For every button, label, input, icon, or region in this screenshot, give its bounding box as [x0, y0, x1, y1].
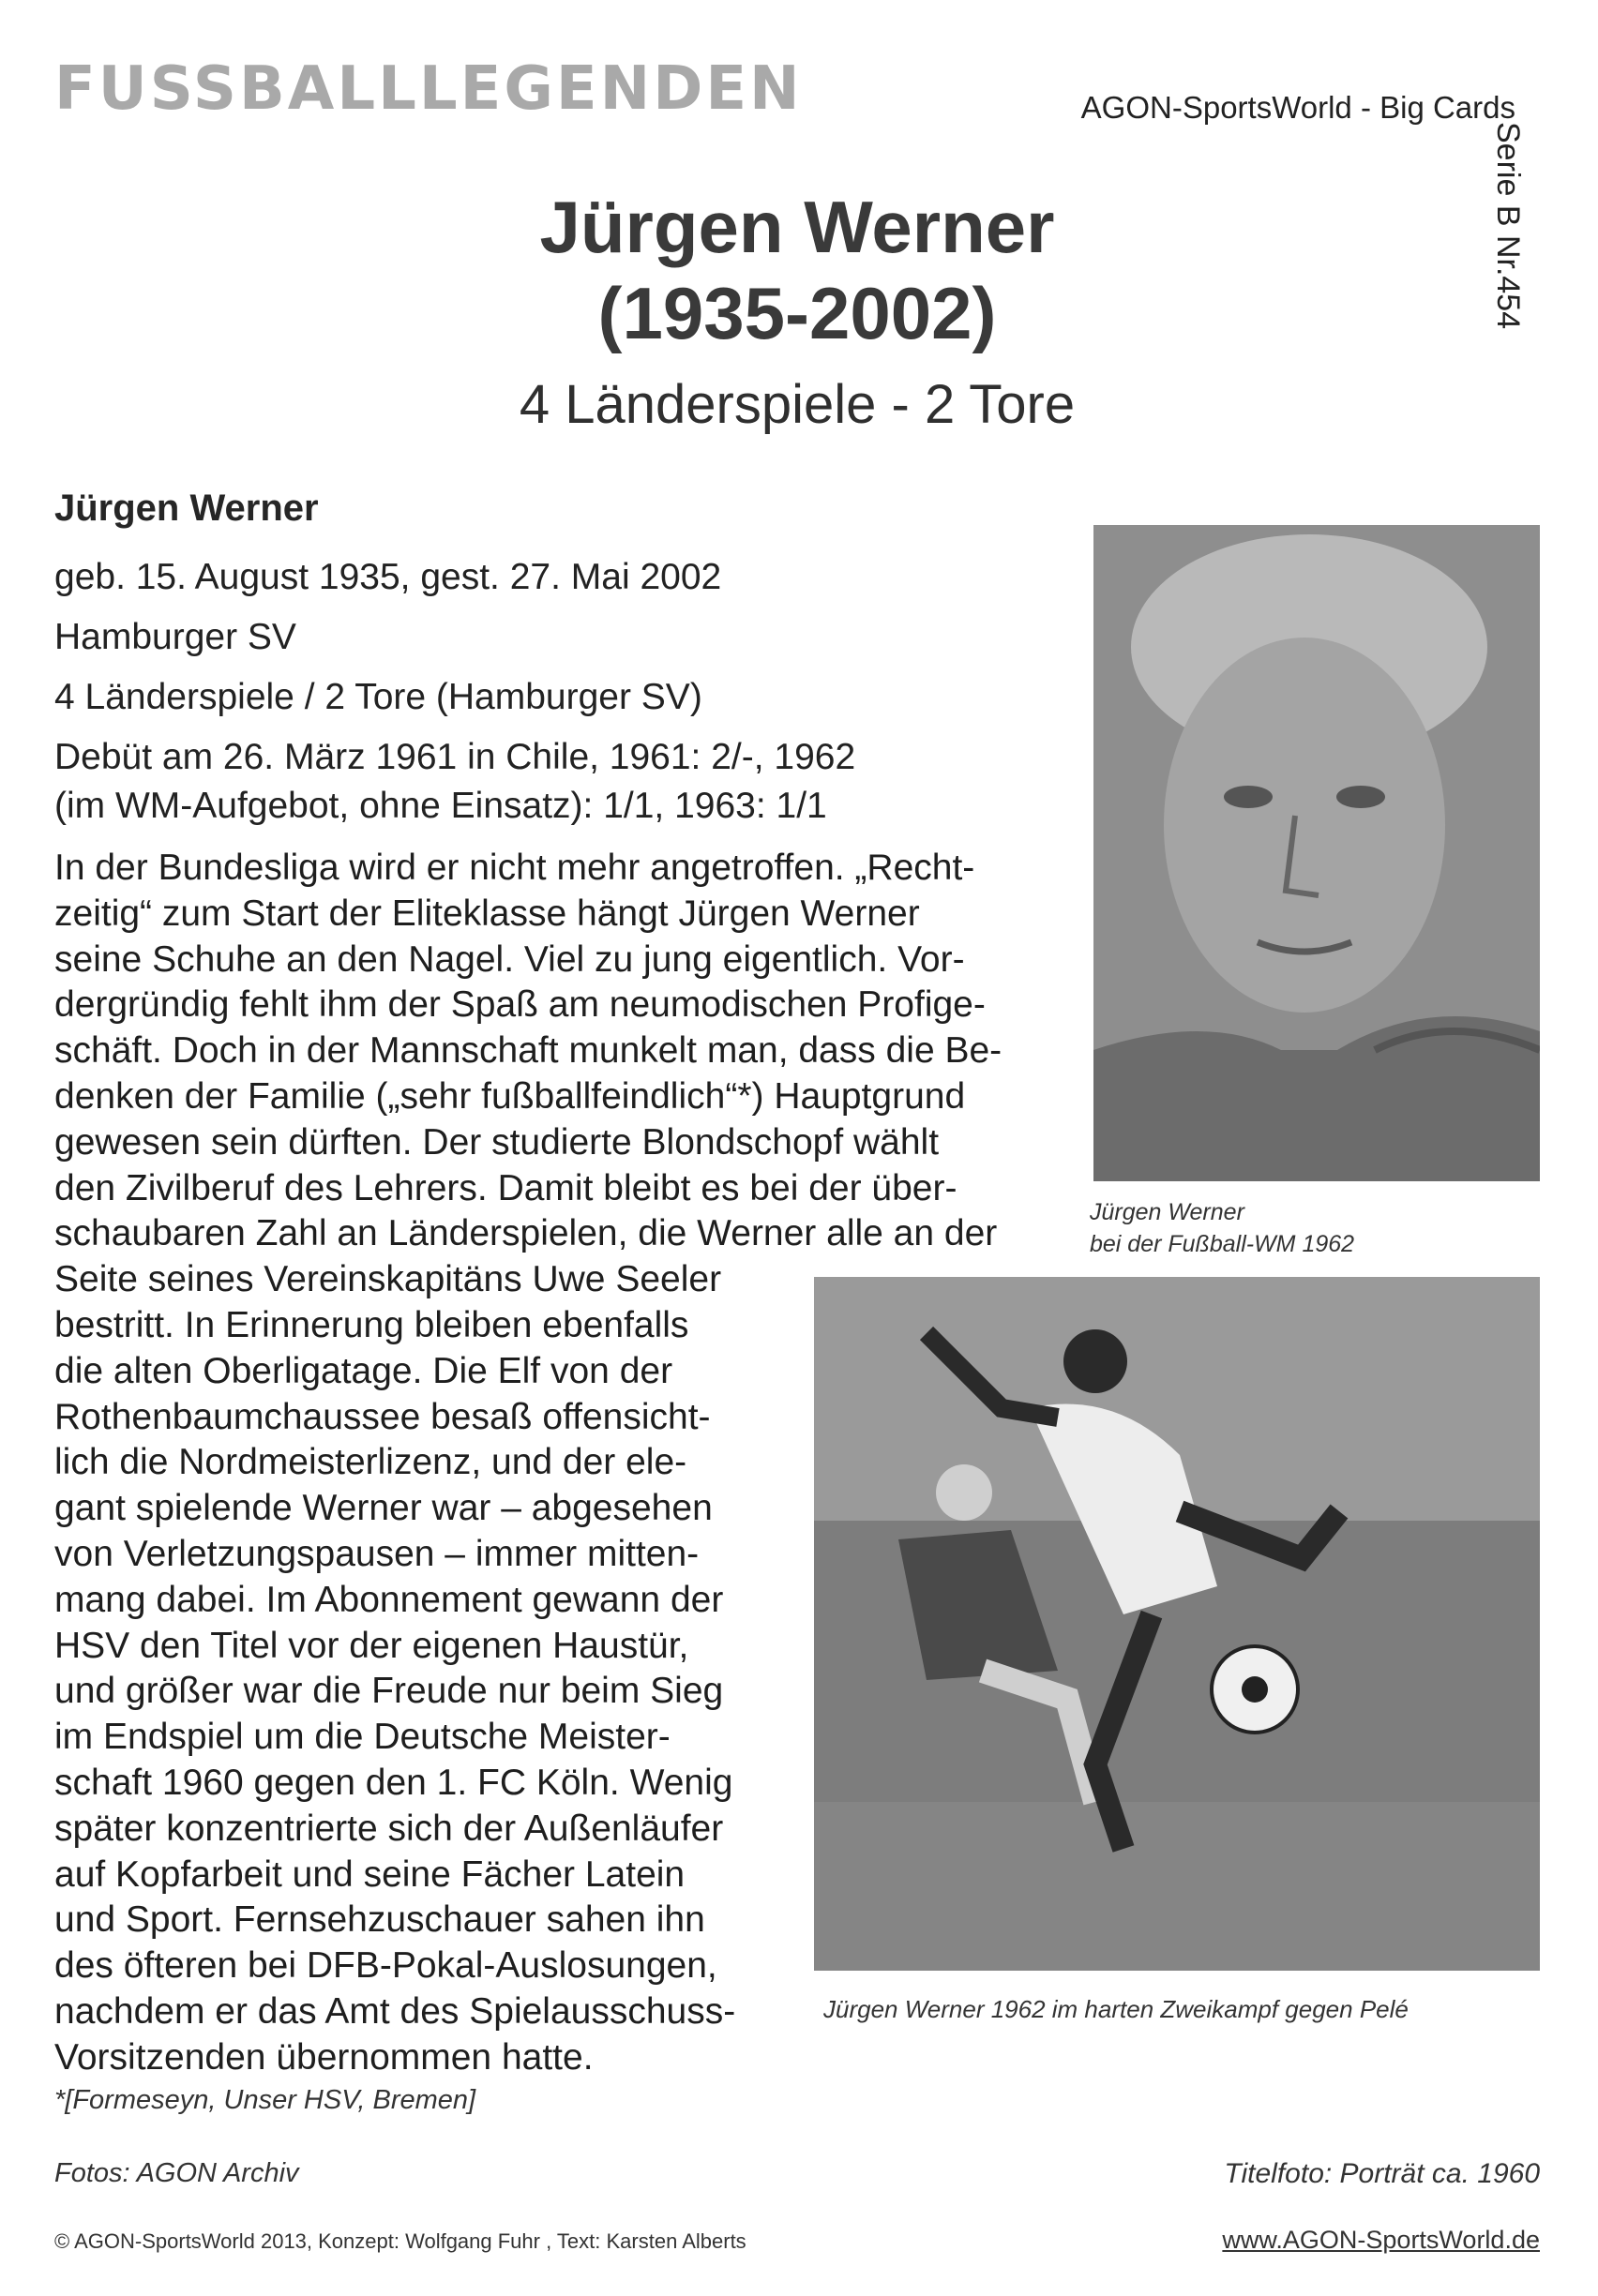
- article-line: dergründig fehlt ihm der Spaß am neumodischen Profige-: [54, 984, 986, 1026]
- publisher-label: AGON-SportsWorld - Big Cards: [1080, 90, 1515, 125]
- article-line: und größer war die Freude nur beim Sieg: [54, 1671, 724, 1712]
- portrait-photo: [1093, 525, 1540, 1181]
- caps-line: 4 Länderspiele / 2 Tore (Hamburger SV): [54, 677, 702, 717]
- article-line: den Zivilberuf des Lehrers. Damit bleibt es bei der über-: [54, 1167, 957, 1208]
- action-photo: [814, 1277, 1540, 1971]
- article-line: gewesen sein dürften. Der studierte Blondschopf wählt: [54, 1121, 940, 1163]
- birth-death-line: geb. 15. August 1935, gest. 27. Mai 2002: [54, 557, 722, 597]
- article-line: später konzentrierte sich der Außenläufer: [54, 1808, 724, 1849]
- portrait-caption-line: Jürgen Werner: [1090, 1199, 1244, 1225]
- photo-credit: Fotos: AGON Archiv: [54, 2158, 299, 2188]
- article-line: von Verletzungspausen – immer mitten-: [54, 1533, 700, 1574]
- caps-summary: 4 Länderspiele - 2 Tore: [519, 374, 1076, 435]
- series-number: Serie B Nr.454: [1490, 122, 1526, 330]
- player-name-title: Jürgen Werner: [539, 186, 1055, 268]
- title-block: [375, 184, 1219, 444]
- article-line: lich die Nordmeisterlizenz, und der ele-: [54, 1442, 687, 1483]
- article-line: seine Schuhe an den Nagel. Viel zu jung eigentlich. Vor-: [54, 938, 965, 980]
- action-caption: Jürgen Werner 1962 im harten Zweikampf gegen Pelé: [823, 1995, 1409, 2023]
- profile-facts: [54, 553, 855, 831]
- article-line: HSV den Titel vor der eigenen Haustür,: [54, 1625, 689, 1666]
- article-line: die alten Oberligatage. Die Elf von der: [54, 1350, 673, 1391]
- portrait-caption: [1090, 1196, 1354, 1260]
- article-line: nachdem er das Amt des Spielausschuss-: [54, 1990, 736, 2032]
- article-line: Vorsitzenden übernommen hatte.: [54, 2036, 594, 2078]
- article-line: gant spielende Werner war – abgesehen: [54, 1488, 713, 1529]
- debut-line: Debüt am 26. März 1961 in Chile, 1961: 2/-, 1962: [54, 737, 856, 777]
- article-line: auf Kopfarbeit und seine Fächer Latein: [54, 1853, 686, 1895]
- article-line: Rothenbaumchaussee besaß offensicht-: [54, 1396, 711, 1437]
- club-line: Hamburger SV: [54, 617, 296, 657]
- profile-heading: Jürgen Werner: [54, 488, 319, 529]
- portrait-caption-line: bei der Fußball-WM 1962: [1090, 1231, 1355, 1257]
- article-line: Seite seines Vereinskapitäns Uwe Seeler: [54, 1259, 722, 1300]
- debut-line: (im WM-Aufgebot, ohne Einsatz): 1/1, 1963: 1/1: [54, 786, 827, 826]
- article-line: des öfteren bei DFB-Pokal-Auslosungen,: [54, 1945, 717, 1987]
- cover-photo-credit: Titelfoto: Porträt ca. 1960: [1224, 2158, 1540, 2189]
- footnote: *[Formeseyn, Unser HSV, Bremen]: [54, 2085, 476, 2115]
- article-line: In der Bundesliga wird er nicht mehr angetroffen. „Recht-: [54, 848, 975, 888]
- article-line: bestritt. In Erinnerung bleiben ebenfalls: [54, 1304, 689, 1345]
- article-line: zeitig“ zum Start der Eliteklasse hängt Jürgen Werner: [54, 893, 920, 934]
- copyright-line: © AGON-SportsWorld 2013, Konzept: Wolfgang Fuhr , Text: Karsten Alberts: [54, 2229, 746, 2253]
- website-link[interactable]: www.AGON-SportsWorld.de: [1222, 2226, 1540, 2254]
- article-line: und Sport. Fernsehzuschauer sahen ihn: [54, 1899, 705, 1941]
- article-line: mang dabei. Im Abonnement gewann der: [54, 1579, 724, 1620]
- article-line: schaubaren Zahl an Länderspielen, die Werner alle an der: [54, 1213, 998, 1254]
- article-line: schäft. Doch in der Mannschaft munkelt man, dass die Be-: [54, 1030, 1003, 1072]
- player-years: (1935-2002): [597, 272, 997, 354]
- article-line: im Endspiel um die Deutsche Meister-: [54, 1717, 671, 1758]
- article-line: schaft 1960 gegen den 1. FC Köln. Wenig: [54, 1762, 733, 1803]
- article-line: denken der Familie („sehr fußballfeindlich“*) Hauptgrund: [54, 1075, 966, 1117]
- brand-wordmark: FUSSBALLLEGENDEN: [54, 54, 803, 124]
